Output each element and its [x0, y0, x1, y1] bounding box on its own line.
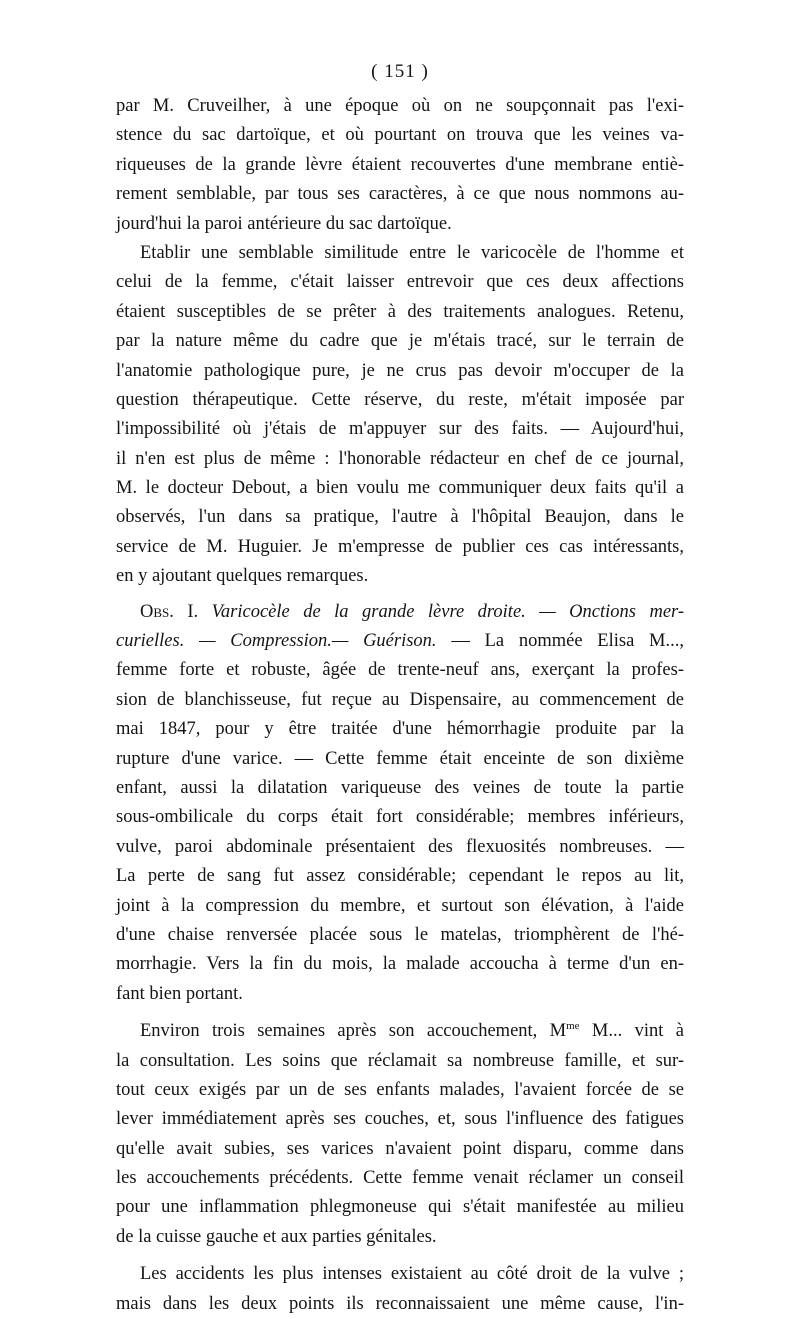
paragraph-etablir: [116, 239, 684, 592]
text-line: l'anatomie pathologique pure, je ne crus pas devoir m'occuper de la: [116, 360, 684, 381]
text-fragment: Environ trois semaines après son accouchement, M: [140, 1021, 567, 1042]
text-line: par la nature même du cadre que je m'étais tracé, sur le terrain de: [116, 331, 684, 352]
text-line: jourd'hui la paroi antérieure du sac dartoïque.: [116, 213, 452, 234]
text-line: fant bien portant.: [116, 983, 243, 1004]
text-line: la consultation. Les soins que réclamait sa nombreuse famille, et sur-: [116, 1050, 684, 1071]
observation-heading-line: [116, 598, 684, 627]
text-line: vulve, paroi abdominale présentaient des flexuosités nombreuses. —: [116, 836, 684, 857]
text-line: riqueuses de la grande lèvre étaient recouvertes d'une membrane entiè-: [116, 154, 684, 175]
text-line: sion de blanchisseuse, fut reçue au Dispensaire, au commencement de: [116, 689, 684, 710]
text-line: M. le docteur Debout, a bien voulu me communiquer deux faits qu'il a: [116, 478, 684, 499]
text-line: en y ajoutant quelques remarques.: [116, 566, 369, 587]
text-line: joint à la compression du membre, et surtout son élévation, à l'aide: [116, 895, 684, 916]
text-line: enfant, aussi la dilatation variqueuse des veines de toute la partie: [116, 777, 684, 798]
observation-paragraph: [116, 598, 684, 1009]
text-line: sous-ombilicale du corps était fort considérable; membres inférieurs,: [116, 807, 684, 828]
observation-heading-line: [116, 627, 684, 656]
text-fragment: M... vint à: [579, 1021, 684, 1042]
text-line: l'impossibilité où j'étais de m'appuyer sur des faits. — Aujourd'hui,: [116, 419, 684, 440]
text-line: Les accidents les plus intenses existaient au côté droit de la vulve ;: [140, 1264, 684, 1285]
text-line: mais dans les deux points ils reconnaissaient une même cause, l'in-: [116, 1293, 684, 1314]
page-number-header: ( 151 ): [371, 61, 429, 82]
text-line: lever immédiatement après ses couches, et, sous l'influence des fatigues: [116, 1109, 684, 1130]
text-line: de la cuisse gauche et aux parties génitales.: [116, 1226, 437, 1247]
text-line: rement semblable, par tous ses caractères, à ce que nous nommons au-: [116, 184, 684, 205]
paragraph-accidents: [116, 1260, 684, 1319]
text-line: il n'en est plus de même : l'honorable rédacteur en chef de ce journal,: [116, 448, 684, 469]
text-line: par M. Cruveilher, à une époque où on ne soupçonnait pas l'exi-: [116, 96, 684, 116]
text-line: qu'elle avait subies, ses varices n'avaient point disparu, comme dans: [116, 1138, 684, 1159]
text-line: étaient susceptibles de se prêter à des traitements analogues. Retenu,: [116, 301, 684, 322]
observation-label: Obs. I.: [140, 601, 199, 622]
text-line: mai 1847, pour y être traitée d'une hémorrhagie produite par la: [116, 719, 684, 740]
text-line: d'une chaise renversée placée sous le matelas, triomphèrent de l'hé-: [116, 924, 684, 945]
text-line: celui de la femme, c'était laisser entrevoir que ces deux affections: [116, 272, 684, 293]
body-text: [116, 92, 684, 1319]
text-line: question thérapeutique. Cette réserve, du reste, m'était imposée par: [116, 389, 684, 410]
observation-title: Varicocèle de la grande lèvre droite. — Onctions mer-: [211, 601, 685, 622]
observation-text: — La nommée Elisa M...,: [436, 631, 684, 652]
paragraph-continuation: [116, 92, 684, 239]
text-line: les accouchements précédents. Cette femme venait réclamer un conseil: [116, 1168, 684, 1189]
text-line: stence du sac dartoïque, et où pourtant on trouva que les veines va-: [116, 125, 684, 146]
text-line: [116, 1017, 684, 1046]
text-line: pour une inflammation phlegmoneuse qui s'était manifestée au milieu: [116, 1197, 684, 1218]
paragraph-environ: [116, 1017, 684, 1252]
superscript-abbreviation: me: [566, 1019, 580, 1032]
observation-title: curielles. — Compression.— Guérison.: [116, 631, 437, 652]
text-line: rupture d'une varice. — Cette femme était enceinte de son dixième: [116, 748, 684, 769]
text-line: tout ceux exigés par un de ses enfants malades, l'avaient forcée de se: [116, 1079, 684, 1100]
text-line: morrhagie. Vers la fin du mois, la malade accoucha à terme d'un en-: [116, 954, 684, 975]
text-line: service de M. Huguier. Je m'empresse de publier ces cas intéressants,: [116, 536, 684, 557]
text-line: observés, l'un dans sa pratique, l'autre à l'hôpital Beaujon, dans le: [116, 507, 684, 528]
text-line: La perte de sang fut assez considérable; cependant le repos au lit,: [116, 866, 684, 887]
text-line: Etablir une semblable similitude entre le varicocèle de l'homme et: [140, 242, 684, 263]
text-line: femme forte et robuste, âgée de trente-neuf ans, exerçant la profes-: [116, 660, 684, 681]
